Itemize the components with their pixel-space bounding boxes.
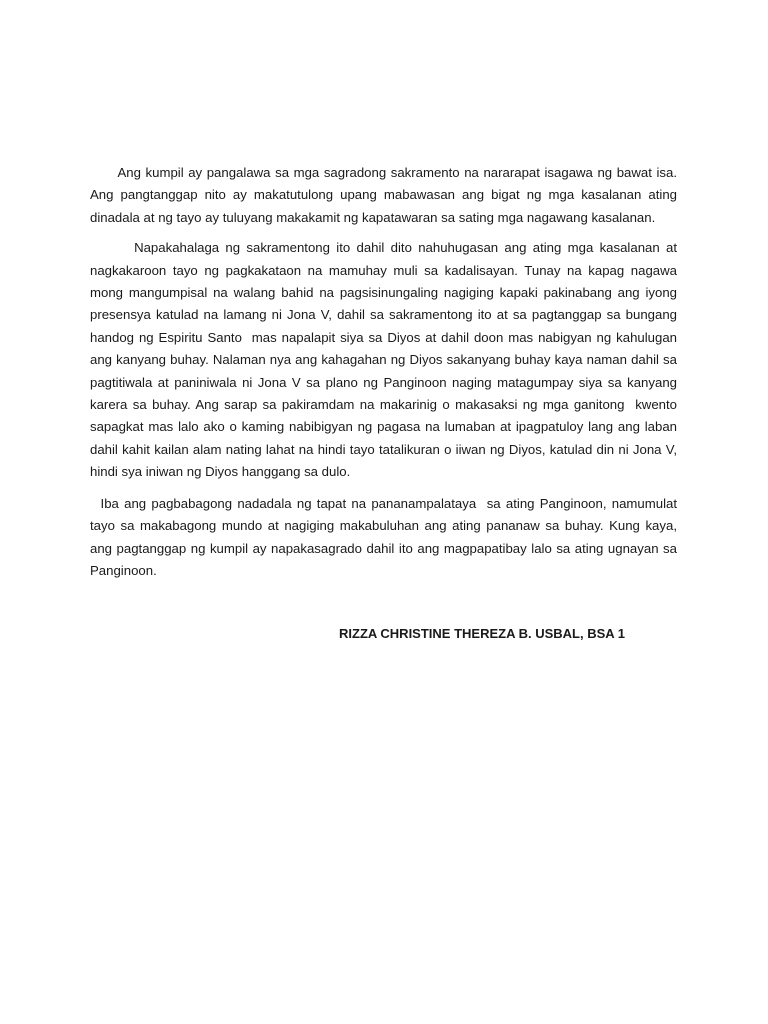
essay-body (90, 162, 681, 582)
author-signature: RIZZA CHRISTINE THEREZA B. USBAL, BSA 1 (339, 626, 626, 641)
paragraph-1: Ang kumpil ay pangalawa sa mga sagradong sakramento na nararapat isagawa ng bawat isa. Ang pangtanggap nito ay makatutulong upang mabawasan ang bigat ng mga kasalanan ating dinadala at ng tayo ay tuluyang makakamit ng kapatawaran sa sating mga nagawang kasalanan. (90, 165, 681, 225)
paragraph-3: Iba ang pagbabagong nadadala ng tapat na pananampalataya sa ating Panginoon, namumulat tayo sa makabagong mundo at nagiging makabuluhan ang ating pananaw sa buhay. Kung kaya, ang pagtanggap ng kumpil ay napakasagrado dahil ito ang magpapatibay lalo sa ating ugnayan sa Panginoon. (90, 495, 681, 578)
paragraph-2: Napakahalaga ng sakramentong ito dahil dito nahuhugasan ang ating mga kasalanan at nagkakaroon tayo ng pagkakataon na mamuhay muli sa kadalisayan. Tunay na kapag nagawa mong mangumpisal na walang bahid na pagsisinungaling nagiging kapaki pakinabang ang iyong presensya katulad na lamang ni Jona V, dahil sa sakramentong ito at sa pagtanggap sa bungang handog ng Espiritu Santo mas napalapit siya sa Diyos at dahil doon mas nabigyan ng kahulugan ang kanyang buhay. Nalaman nya ang kahagahan ng Diyos sakanyang buhay kaya naman dahil sa pagtitiwala at paniniwala ni Jona V sa plano ng Panginoon naging matagumpay siya sa kanyang karera sa buhay. Ang sarap sa pakiramdam na makarinig o makasaksi ng mga ganitong kwento sapagkat mas lalo ako o kaming nabibigyan ng pagasa na lumaban at ipagpatuloy lang ang laban dahil kahit kailan alam nating lahat na hindi tayo tatalikuran o iiwan ng Diyos, katulad din ni Jona V, hindi sya iniwan ng Diyos hanggang sa dulo. (90, 240, 681, 480)
